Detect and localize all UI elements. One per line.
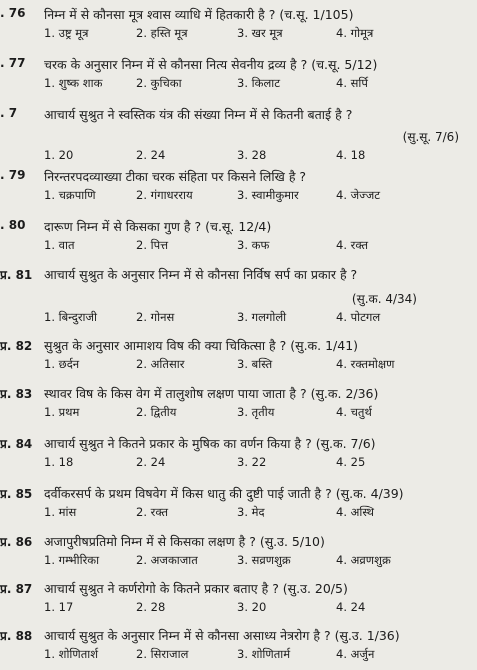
question-number: . 77 [0,56,26,70]
question-number: प्र. 88 [0,629,33,643]
question-77 [0,56,477,94]
option-4: 4. सर्पि [336,76,368,90]
option-1: 1. शुष्क शाक [44,76,103,90]
option-3: 3. गलगोली [237,310,287,324]
option-2: 2. गोनस [136,310,175,324]
option-3: 3. तृतीय [237,405,275,419]
option-2: 2. 24 [136,455,166,469]
option-4: 4. रक्तमोक्षण [336,357,395,371]
question-number: प्र. 87 [0,582,33,596]
option-2: 2. सिराजाल [136,647,189,661]
option-2: 2. अतिसार [136,357,185,371]
option-4: 4. अर्जुन [336,647,375,661]
question-83 [0,385,477,423]
option-1: 1. चक्रपाणि [44,188,96,202]
question-80 [0,218,477,256]
question-text: दारूण निम्न में से किसका गुण है ? (च.सू. 12/4) [44,219,272,234]
question-number: . 79 [0,168,26,182]
option-2: 2. अजकाजात [136,553,198,567]
option-1: 1. छर्दन [44,357,80,371]
question-number: प्र. 83 [0,387,33,401]
question-text: आचार्य सुश्रुत ने स्वस्तिक यंत्र की संख्या निम्न में से कितनी बताई है ? [44,107,353,122]
question-76 [0,6,477,44]
option-4: 4. 24 [336,600,366,614]
option-3: 3. स्वामीकुमार [237,188,299,202]
question-text: चरक के अनुसार निम्न में से कौनसा नित्य सेवनीय द्रव्य है ? (च.सू. 5/12) [44,57,378,72]
question-text: स्थावर विष के किस वेग में तालुशोष लक्षण पाया जाता है ? (सु.क. 2/36) [44,386,379,401]
option-3: 3. खर मूत्र [237,26,283,40]
option-3: 3. कफ [237,238,270,252]
option-1: 1. 17 [44,600,74,614]
option-4: 4. चतुर्थ [336,405,372,419]
option-3: 3. 20 [237,600,267,614]
question-number: . 76 [0,6,26,20]
option-4: 4. अव्रणशुक्र [336,553,391,567]
option-3: 3. बस्ति [237,357,273,371]
option-2: 2. 24 [136,148,166,162]
option-2: 2. पित्त [136,238,169,252]
question-79 [0,168,477,206]
option-4: 4. जेज्जट [336,188,381,202]
option-3: 3. सव्रणशुक्र [237,553,291,567]
question-text: निरन्तरपदव्याख्या टीका चरक संहिता पर किसने लिखि है ? [44,169,307,184]
question-number: प्र. 84 [0,437,33,451]
question-82 [0,337,477,375]
option-2: 2. 28 [136,600,166,614]
question-text: आचार्य सुश्रुत के अनुसार निम्न में से कौनसा निर्विष सर्प का प्रकार है ? [44,267,358,282]
question-reference: (सु.सू. 7/6) [402,130,459,144]
option-2: 2. रक्त [136,505,169,519]
option-2: 2. द्वितीय [136,405,177,419]
option-1: 1. प्रथम [44,405,80,419]
option-3: 3. 28 [237,148,267,162]
question-85 [0,485,477,523]
question-reference: (सु.क. 4/34) [351,292,417,306]
option-4: 4. रक्त [336,238,369,252]
question-text: दर्वीकरसर्प के प्रथम विषवेग में किस धातु की दुष्टी पाई जाती है ? (सु.क. 4/39) [44,486,404,501]
option-1: 1. 18 [44,455,74,469]
option-1: 1. बिन्दुराजी [44,310,98,324]
question-text: सुश्रुत के अनुसार आमाशय विष की क्या चिकित्सा है ? (सु.क. 1/41) [44,338,359,353]
option-1: 1. उष्ट्र मूत्र [44,26,89,40]
option-4: 4. गोमूत्र [336,26,374,40]
option-1: 1. मांस [44,505,77,519]
question-number: प्र. 82 [0,339,33,353]
option-4: 4. अस्थि [336,505,374,519]
option-4: 4. 18 [336,148,366,162]
question-87 [0,580,477,618]
question-number: . 80 [0,218,26,232]
question-number: . 7 [0,106,18,120]
question-number: प्र. 81 [0,268,33,282]
question-text: निम्न में से कौनसा मूत्र श्वास व्याधि में हितकारी है ? (च.सू. 1/105) [44,7,354,22]
question-81 [0,266,477,328]
question-text: आचार्य सुश्रुत ने कर्णरोगो के कितने प्रकार बताए है ? (सु.उ. 20/5) [44,581,348,596]
option-4: 4. 25 [336,455,366,469]
question-number: प्र. 86 [0,535,33,549]
option-1: 1. गम्भीरिका [44,553,100,567]
question-text: आचार्य सुश्रुत ने कितने प्रकार के मुषिक का वर्णन किया है ? (सु.क. 7/6) [44,436,376,451]
question-number: प्र. 85 [0,487,33,501]
question-78 [0,106,477,166]
option-2: 2. हस्ति मूत्र [136,26,188,40]
option-1: 1. शोणितार्श [44,647,99,661]
option-3: 3. 22 [237,455,267,469]
option-1: 1. वात [44,238,75,252]
question-88 [0,627,477,665]
option-2: 2. कुचिका [136,76,182,90]
question-86 [0,533,477,571]
option-3: 3. किलाट [237,76,281,90]
option-3: 3. मेद [237,505,265,519]
option-4: 4. पोटगल [336,310,381,324]
question-text: अजापुरीषप्रतिमो निम्न में से किसका लक्षण है ? (सु.उ. 5/10) [44,534,325,549]
question-text: आचार्य सुश्रुत के अनुसार निम्न में से कौनसा असाध्य नेत्ररोग है ? (सु.उ. 1/36) [44,628,400,643]
option-2: 2. गंगाधरराय [136,188,193,202]
question-84 [0,435,477,473]
option-3: 3. शोणितार्म [237,647,291,661]
option-1: 1. 20 [44,148,74,162]
